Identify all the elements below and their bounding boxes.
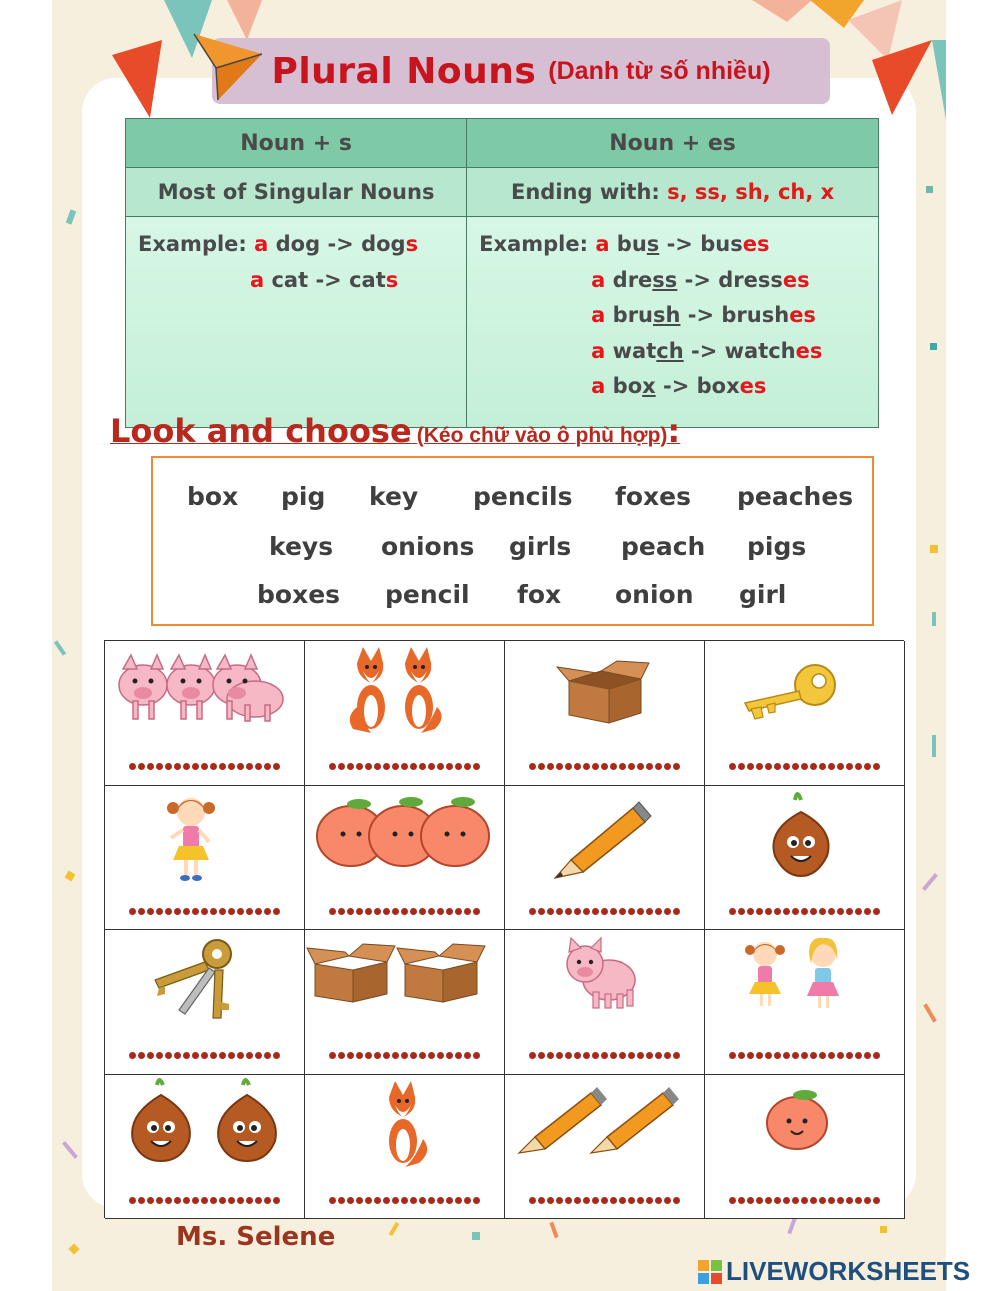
answer-blank[interactable] (529, 1050, 680, 1062)
paper-plane-icon (188, 28, 268, 108)
example-line: a watch -> watches (591, 338, 823, 363)
word-chip[interactable]: girls (509, 532, 572, 561)
word-chip[interactable]: peach (621, 532, 706, 561)
picture-cell (105, 786, 305, 931)
word-chip[interactable]: pigs (747, 532, 807, 561)
word-chip[interactable]: pig (281, 482, 326, 511)
picture-cell (705, 930, 905, 1075)
word-chip[interactable]: onion (615, 580, 694, 609)
plural-rules-table (125, 118, 879, 428)
header-noun-es: Noun + es (467, 119, 879, 168)
picture-cell (705, 1075, 905, 1220)
author-name: Ms. Selene (176, 1222, 336, 1252)
pencils-picture (505, 1075, 705, 1185)
answer-blank[interactable] (729, 1050, 880, 1062)
word-chip[interactable]: keys (269, 532, 334, 561)
answer-blank[interactable] (129, 1050, 280, 1062)
answer-blank[interactable] (729, 905, 880, 917)
pigs-picture (105, 641, 305, 751)
peach-picture (705, 1075, 905, 1185)
examples-noun-es (467, 217, 879, 428)
word-chip[interactable]: box (187, 482, 239, 511)
box-picture (505, 641, 705, 751)
onion-picture (705, 786, 905, 896)
peaches-picture (305, 786, 505, 896)
answer-blank[interactable] (529, 761, 680, 773)
example-line: a brush -> brushes (591, 303, 816, 327)
brand-text: LIVEWORKSHEETS (726, 1256, 971, 1286)
picture-cell (505, 1075, 705, 1220)
picture-cell (305, 641, 505, 786)
picture-cell (305, 786, 505, 931)
page-subtitle: (Danh từ số nhiều) (548, 56, 771, 85)
word-chip[interactable]: girl (739, 580, 787, 609)
picture-cell (105, 930, 305, 1075)
word-chip[interactable]: onions (381, 532, 475, 561)
word-chip[interactable]: pencil (385, 580, 470, 609)
example-line: a box -> boxes (591, 374, 767, 398)
girls-picture (705, 930, 905, 1040)
fox-picture (305, 1075, 505, 1185)
answer-blank[interactable] (129, 905, 280, 917)
examples-noun-s (126, 217, 467, 428)
word-bank (151, 456, 874, 626)
example-line: Example: a bus -> buses (479, 232, 770, 256)
answer-blank[interactable] (129, 761, 280, 773)
picture-cell (705, 786, 905, 931)
word-chip[interactable]: peaches (737, 482, 854, 511)
word-chip[interactable]: pencils (473, 482, 573, 511)
example-line: Example: a dog -> dogs (138, 232, 419, 256)
example-line: a dress -> dresses (591, 267, 810, 292)
header-noun-s: Noun + s (126, 119, 467, 168)
picture-cell (505, 641, 705, 786)
picture-cell (105, 641, 305, 786)
subheader-endings: Ending with: s, ss, sh, ch, x (467, 168, 879, 217)
picture-cell (305, 930, 505, 1075)
example-line: a cat -> cats (250, 267, 399, 292)
foxes-picture (305, 641, 505, 751)
pencil-picture (505, 786, 705, 896)
liveworksheets-logo (698, 1256, 970, 1287)
onions-picture (105, 1075, 305, 1185)
boxes-picture (305, 930, 505, 1040)
page-title: Plural Nouns (271, 50, 537, 92)
liveworksheets-icon (698, 1260, 722, 1284)
answer-blank[interactable] (329, 1194, 480, 1206)
picture-cell (705, 641, 905, 786)
answer-blank[interactable] (529, 905, 680, 917)
picture-cell (105, 1075, 305, 1220)
answer-blank[interactable] (329, 761, 480, 773)
keys-picture (105, 930, 305, 1040)
answer-blank[interactable] (529, 1194, 680, 1206)
word-chip[interactable]: boxes (257, 580, 341, 609)
key-picture (705, 641, 905, 751)
answer-blank[interactable] (729, 761, 880, 773)
word-chip[interactable]: key (369, 482, 419, 511)
title-banner (212, 38, 830, 104)
word-chip[interactable]: fox (517, 580, 562, 609)
section-heading: Look and choose (Kéo chữ vào ô phù hợp): (110, 412, 681, 450)
girl-picture (105, 786, 305, 896)
picture-grid (104, 640, 904, 1218)
answer-blank[interactable] (129, 1194, 280, 1206)
answer-blank[interactable] (729, 1194, 880, 1206)
picture-cell (305, 1075, 505, 1220)
word-chip[interactable]: foxes (615, 482, 692, 511)
picture-cell (505, 930, 705, 1075)
picture-cell (505, 786, 705, 931)
subheader-most-nouns: Most of Singular Nouns (126, 168, 467, 217)
answer-blank[interactable] (329, 905, 480, 917)
answer-blank[interactable] (329, 1050, 480, 1062)
pig-picture (505, 930, 705, 1040)
